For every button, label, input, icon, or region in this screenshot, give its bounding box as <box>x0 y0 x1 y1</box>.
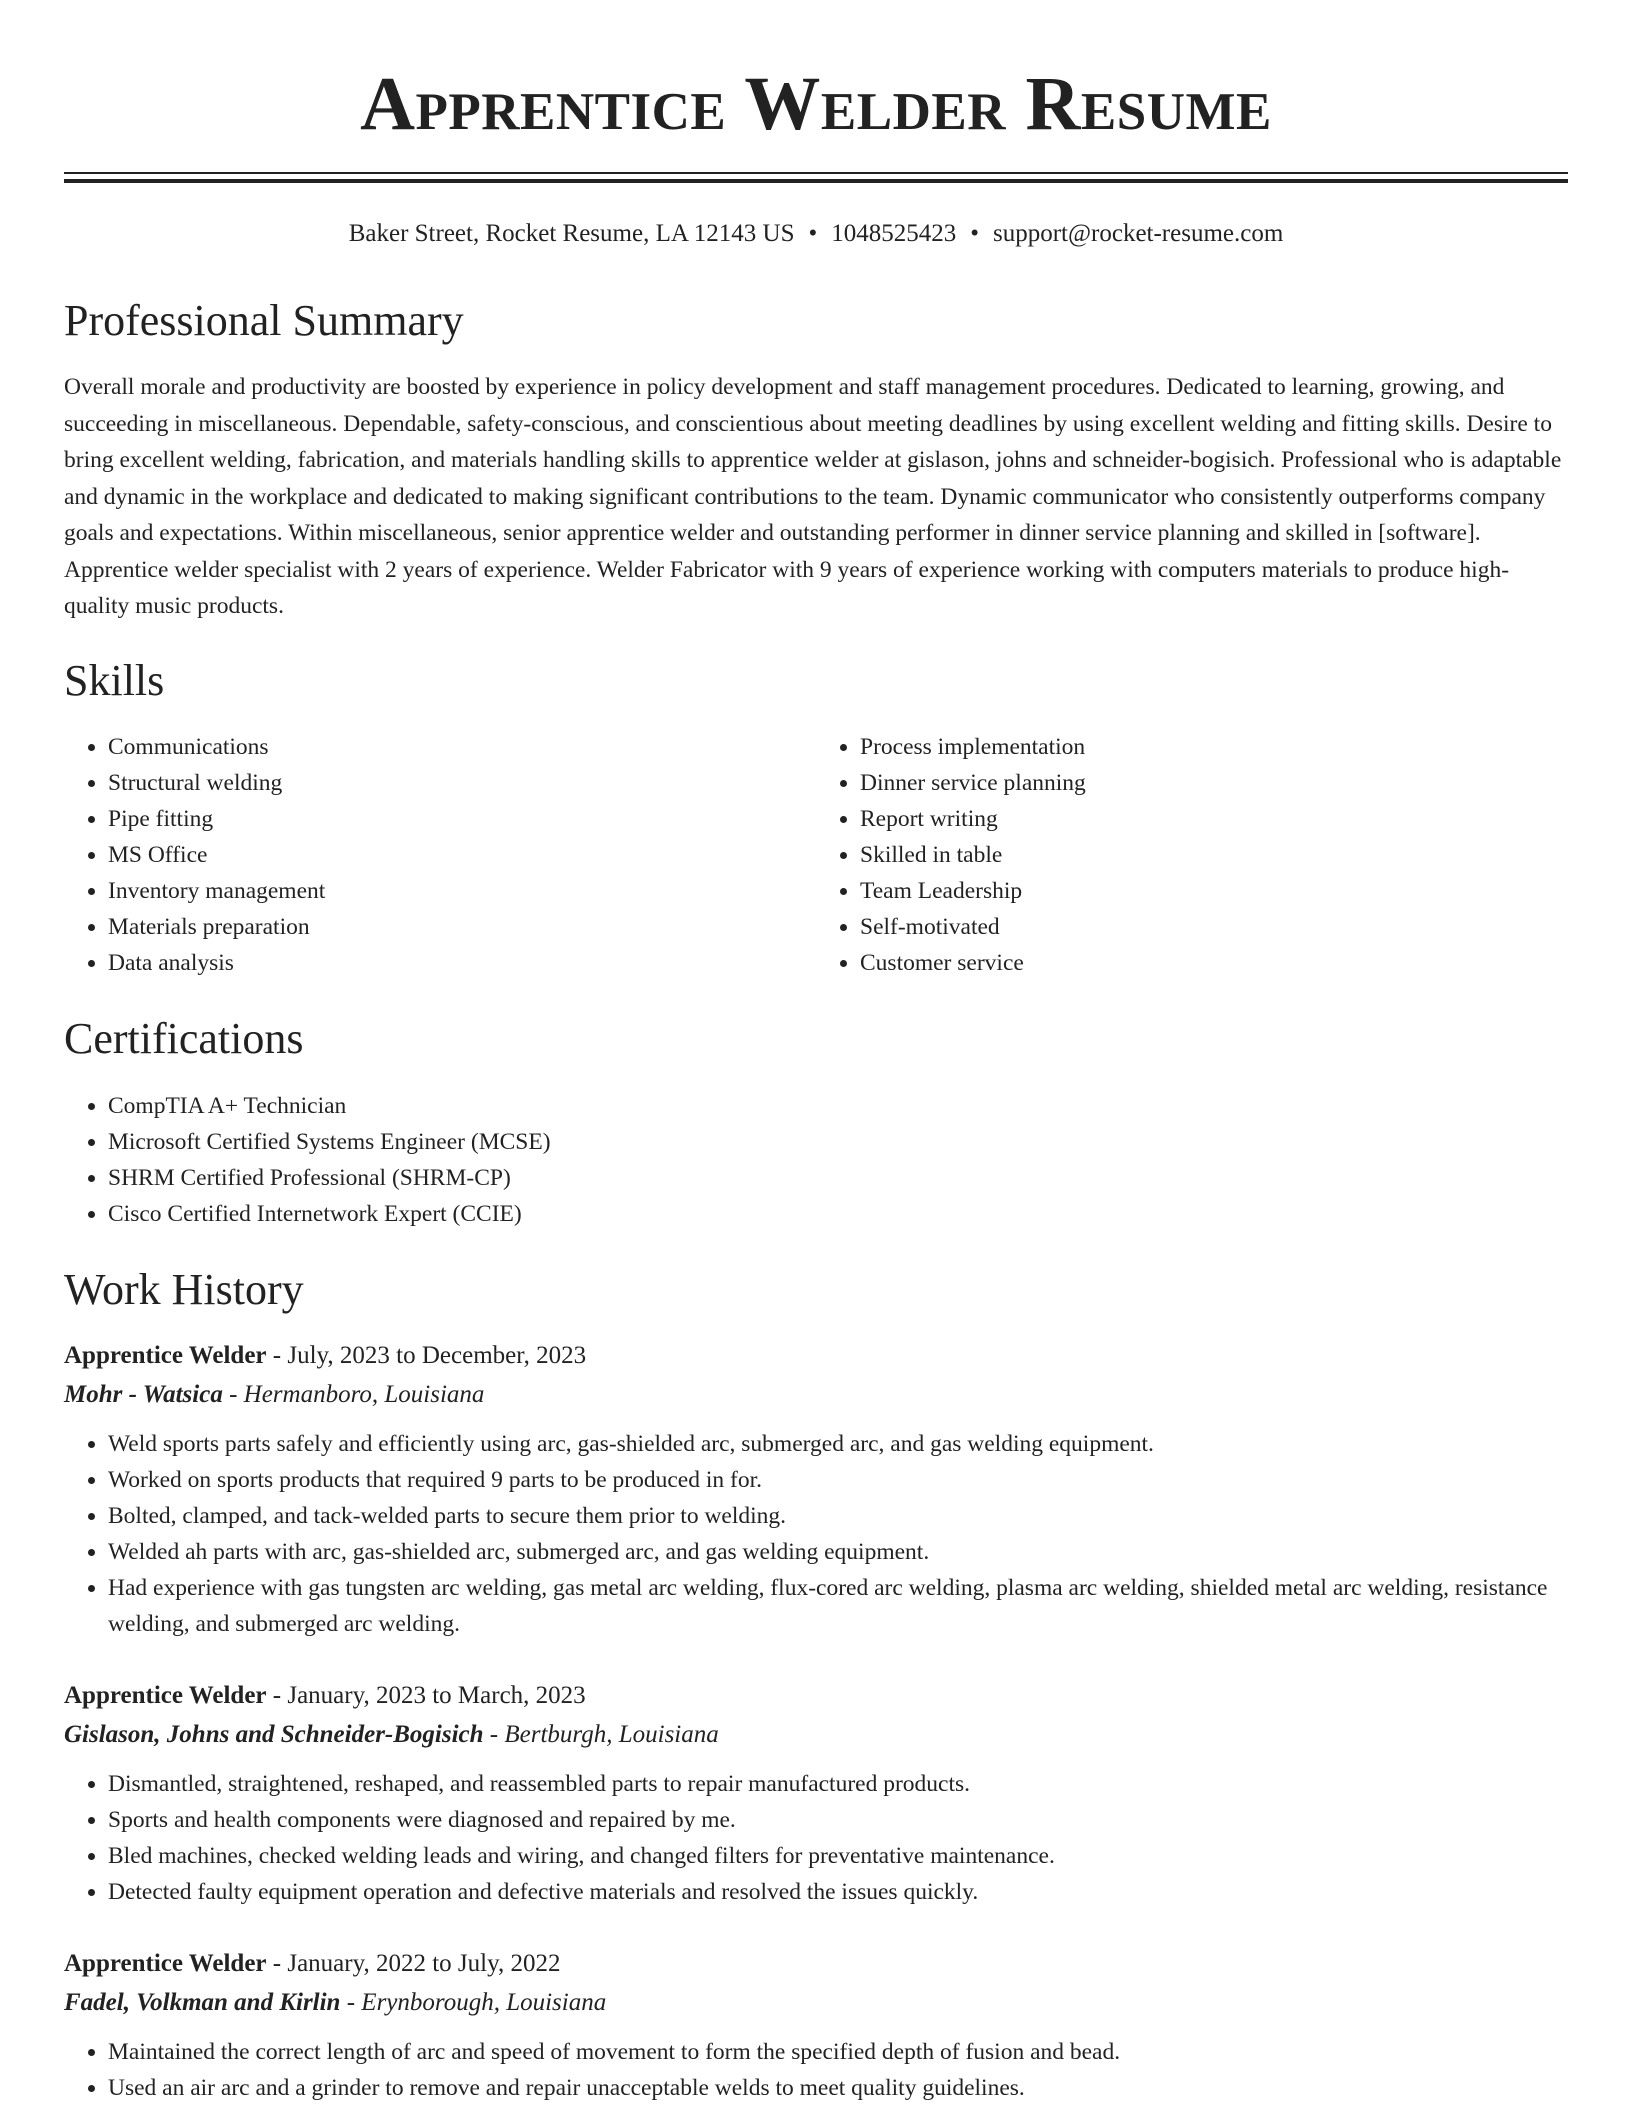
job-title-line <box>64 1676 1568 1715</box>
job-title: Apprentice Welder <box>64 1682 267 1710</box>
skill-item: • Data analysis <box>108 945 816 981</box>
job-title: Apprentice Welder <box>64 1950 267 1978</box>
skills-list-left <box>64 729 816 981</box>
job-entry <box>64 1944 1568 2106</box>
certification-item: • Microsoft Certified Systems Engineer (MCSE) <box>108 1124 1568 1160</box>
title-double-rule <box>64 172 1568 183</box>
job-company: Mohr - Watsica <box>64 1381 223 1409</box>
skills-columns <box>64 729 1568 981</box>
job-bullet: • Dismantled, straightened, reshaped, and reassembled parts to repair manufactured products. <box>108 1766 1568 1802</box>
professional-summary-section <box>64 297 1568 625</box>
job-bullet: • Maintained the correct length of arc and speed of movement to form the specified depth of fusion and bead. <box>108 2034 1568 2070</box>
skills-section <box>64 657 1568 981</box>
job-location: - Hermanboro, Louisiana <box>222 1381 485 1409</box>
certification-item: • Cisco Certified Internetwork Expert (CCIE) <box>108 1196 1568 1232</box>
job-bullet: • Detected faulty equipment operation and defective materials and resolved the issues quickly. <box>108 1874 1568 1910</box>
skill-item: • Report writing <box>860 801 1568 837</box>
job-company-line <box>64 1983 1568 2022</box>
job-bullets <box>64 1426 1568 1642</box>
work-history-section <box>64 1266 1568 2106</box>
skill-item: • Structural welding <box>108 765 816 801</box>
job-entry <box>64 1336 1568 1642</box>
contact-separator: • <box>970 220 979 247</box>
job-entry <box>64 1676 1568 1910</box>
job-bullet: • Welded ah parts with arc, gas-shielded arc, submerged arc, and gas welding equipment. <box>108 1534 1568 1570</box>
section-heading-summary: Professional Summary <box>64 296 464 345</box>
contact-email: support@rocket-resume.com <box>993 220 1284 247</box>
contact-line <box>64 219 1568 249</box>
contact-phone: 1048525423 <box>831 220 957 247</box>
certification-item: • SHRM Certified Professional (SHRM-CP) <box>108 1160 1568 1196</box>
contact-separator: • <box>808 220 818 247</box>
skill-item: • Communications <box>108 729 816 765</box>
certifications-list <box>64 1088 1568 1232</box>
summary-text: Overall morale and productivity are boosted by experience in policy development and staff management procedures. Dedicated to learning, growing, and succeeding in miscellaneous. Dependable, safety-conscious, and conscientious about meeting deadlines by using excellent welding and fitting skills. Desire to bring excellent welding, fabrication, and materials handling skills to apprentice welder at gislason, johns and schneider-bogisich. Professional who is adaptable and dynamic in the workplace and dedicated to making significant contributions to the team. Dynamic communicator who consistently outperforms company goals and expectations. Within miscellaneous, senior apprentice welder and outstanding performer in dinner service planning and skilled in [software]. Apprentice welder specialist with 2 years of experience. Welder Fabricator with 9 years of experience working with computers materials to produce high-quality music products. <box>64 374 1562 620</box>
contact-address: Baker Street, Rocket Resume, LA 12143 US <box>348 220 795 247</box>
job-title: Apprentice Welder <box>64 1342 267 1370</box>
job-company-line <box>64 1375 1568 1414</box>
job-title-line <box>64 1336 1568 1375</box>
job-location: - Bertburgh, Louisiana <box>483 1721 719 1749</box>
job-bullet: • Used an air arc and a grinder to remove and repair unacceptable welds to meet quality guidelines. <box>108 2070 1568 2106</box>
job-bullet: • Weld sports parts safely and efficiently using arc, gas-shielded arc, submerged arc, and gas welding equipment. <box>108 1426 1568 1462</box>
skill-item: • Customer service <box>860 945 1568 981</box>
job-company: Gislason, Johns and Schneider-Bogisich <box>64 1721 484 1749</box>
job-company-line <box>64 1715 1568 1754</box>
certifications-section <box>64 1015 1568 1231</box>
job-bullets <box>64 2034 1568 2106</box>
skill-item: • Skilled in table <box>860 837 1568 873</box>
job-bullet: • Bled machines, checked welding leads and wiring, and changed filters for preventative maintenance. <box>108 1838 1568 1874</box>
skill-item: • Pipe fitting <box>108 801 816 837</box>
skill-item: • Self-motivated <box>860 909 1568 945</box>
job-dates: - January, 2022 to July, 2022 <box>266 1950 561 1978</box>
skill-item: • Inventory management <box>108 873 816 909</box>
job-company: Fadel, Volkman and Kirlin <box>64 1989 341 2017</box>
skill-item: • MS Office <box>108 837 816 873</box>
job-bullet: • Bolted, clamped, and tack-welded parts to secure them prior to welding. <box>108 1498 1568 1534</box>
certification-item: • CompTIA A+ Technician <box>108 1088 1568 1124</box>
job-bullet: • Had experience with gas tungsten arc welding, gas metal arc welding, flux-cored arc welding, plasma arc welding, shielded metal arc welding, resistance welding, and submerged arc welding. <box>108 1570 1568 1642</box>
section-heading-certifications: Certifications <box>64 1014 304 1064</box>
job-title-line <box>64 1944 1568 1983</box>
job-dates: - January, 2023 to March, 2023 <box>266 1682 586 1710</box>
skills-list-right <box>816 729 1568 981</box>
section-heading-skills: Skills <box>64 655 165 705</box>
job-bullet: • Sports and health components were diagnosed and repaired by me. <box>108 1802 1568 1838</box>
job-bullet: • Worked on sports products that required 9 parts to be produced in for. <box>108 1462 1568 1498</box>
skill-item: • Materials preparation <box>108 909 816 945</box>
job-location: - Erynborough, Louisiana <box>340 1989 607 2017</box>
job-dates: - July, 2023 to December, 2023 <box>266 1342 587 1370</box>
skill-item: • Dinner service planning <box>860 765 1568 801</box>
skill-item: • Team Leadership <box>860 873 1568 909</box>
skill-item: • Process implementation <box>860 729 1568 765</box>
section-heading-work-history: Work History <box>64 1264 304 1314</box>
resume-title: Apprentice Welder Resume <box>360 62 1272 146</box>
job-bullets <box>64 1766 1568 1910</box>
